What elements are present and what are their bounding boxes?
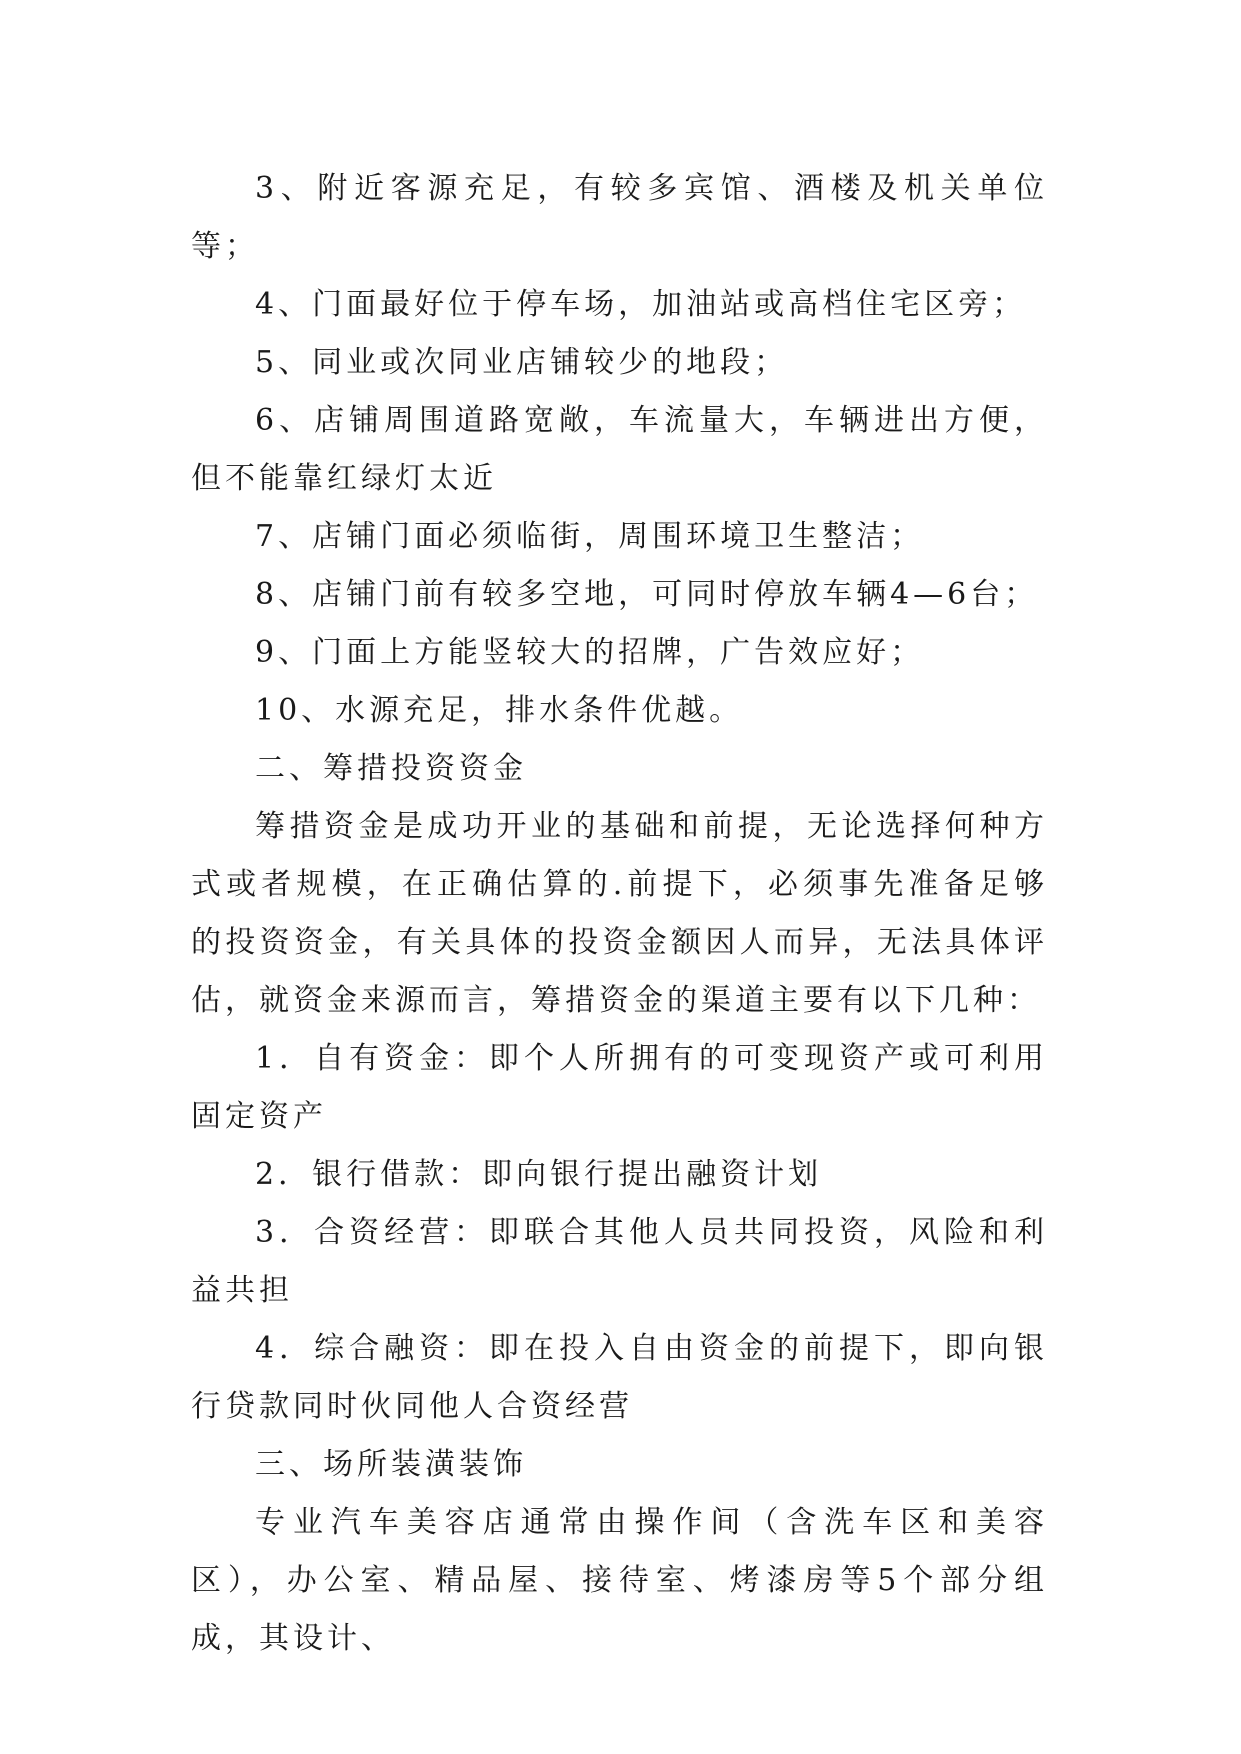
list-item-wide-roads: 6、店铺周围道路宽敞，车流量大，车辆进出方便，但不能靠红绿灯太近 [191, 403, 1048, 496]
list-item-water-supply: 10、水源充足，排水条件优越。 [255, 693, 744, 728]
list-item-street-facing: 7、店铺门面必须临街，周围环境卫生整洁； [255, 519, 925, 554]
list-item-storefront-location: 4、门面最好位于停车场，加油站或高档住宅区旁； [255, 287, 1027, 322]
paragraph-financing-intro: 筹措资金是成功开业的基础和前提，无论选择何种方式或者规模，在正确估算的.前提下，必须事先准备足够的投资资金，有关具体的投资金额因人而异，无法具体评估，就资金来源而言，筹措资金的渠道主要有以下几种： [191, 809, 1048, 1018]
list-item-parking-space: 8、店铺门前有较多空地，可同时停放车辆4—6台； [255, 577, 1039, 612]
section-heading-financing: 二、筹措投资资金 [255, 751, 527, 786]
list-item-few-competitors: 5、同业或次同业店铺较少的地段； [255, 345, 789, 380]
list-item-combined-financing: 4．综合融资：即在投入自由资金的前提下，即向银行贷款同时伙同他人合资经营 [191, 1331, 1048, 1424]
list-item-own-funds: 1．自有资金：即个人所拥有的可变现资产或可利用固定资产 [191, 1041, 1048, 1134]
list-item-bank-loan: 2．银行借款：即向银行提出融资计划 [255, 1157, 823, 1192]
document-body [191, 160, 1048, 1668]
paragraph-shop-composition: 专业汽车美容店通常由操作间（含洗车区和美容区），办公室、精品屋、接待室、烤漆房等5个部分组成，其设计、 [191, 1505, 1048, 1656]
section-heading-decoration: 三、场所装潢装饰 [255, 1447, 527, 1482]
list-item-nearby-customers: 3、附近客源充足，有较多宾馆、酒楼及机关单位等； [191, 171, 1048, 264]
list-item-joint-venture: 3．合资经营：即联合其他人员共同投资，风险和利益共担 [191, 1215, 1048, 1308]
list-item-signboard: 9、门面上方能竖较大的招牌，广告效应好； [255, 635, 925, 670]
